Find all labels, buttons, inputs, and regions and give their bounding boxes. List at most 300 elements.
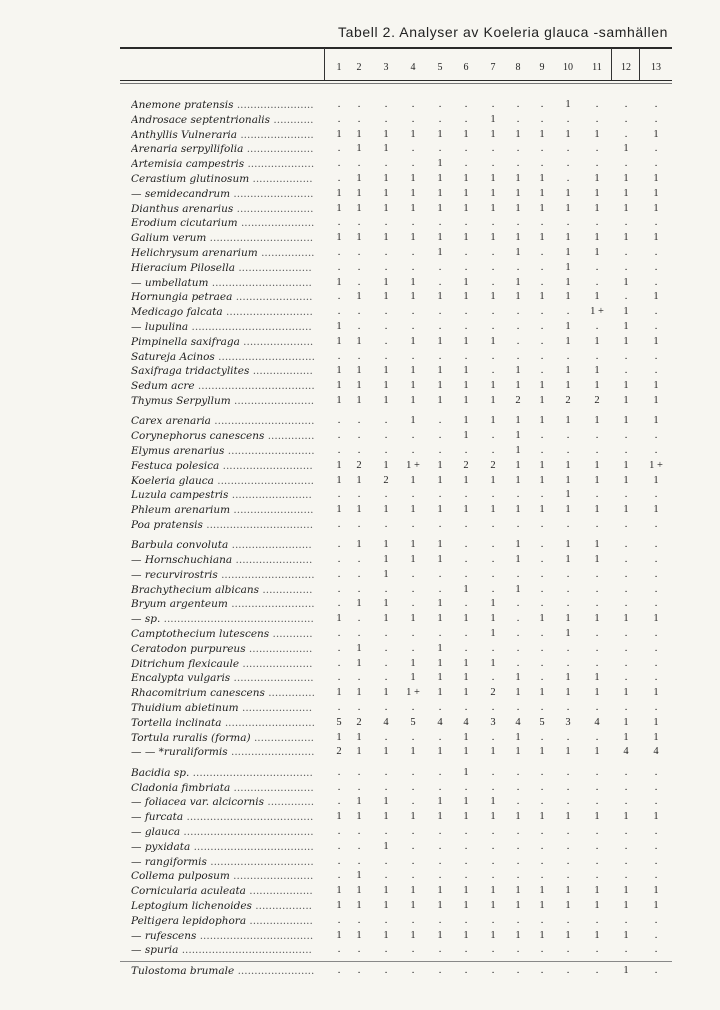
value-cell: . bbox=[384, 261, 388, 273]
value-cell: . bbox=[654, 796, 658, 808]
value-cell: 1 bbox=[410, 899, 416, 911]
value-cell: . bbox=[516, 568, 520, 580]
value-cell: 1 bbox=[383, 459, 389, 471]
column-header-7: 7 bbox=[490, 62, 496, 73]
value-cell: . bbox=[411, 964, 415, 976]
value-cell: 1 bbox=[437, 128, 443, 140]
value-cell: . bbox=[491, 781, 495, 793]
value-cell: . bbox=[654, 702, 658, 713]
value-cell: 1 bbox=[437, 173, 443, 184]
species-cell bbox=[131, 379, 319, 393]
value-cell: . bbox=[540, 598, 544, 610]
value-cell: . bbox=[491, 568, 495, 580]
value-cell: . bbox=[464, 261, 468, 273]
value-cell: . bbox=[438, 702, 442, 713]
value-cell: . bbox=[654, 855, 658, 867]
value-cell: 4 bbox=[383, 716, 389, 728]
value-cell: . bbox=[438, 855, 442, 867]
value-cell: . bbox=[491, 766, 495, 778]
value-cell: 1 bbox=[539, 173, 545, 184]
value-cell: 1 bbox=[356, 539, 362, 551]
value-cell: . bbox=[491, 554, 495, 565]
value-cell: . bbox=[654, 598, 658, 610]
value-cell: . bbox=[516, 766, 520, 778]
value-cell: 1 bbox=[336, 885, 342, 897]
value-cell: 1 bbox=[336, 321, 342, 332]
value-cell: . bbox=[337, 518, 341, 530]
value-cell: . bbox=[411, 583, 415, 595]
value-cell: 1 bbox=[437, 613, 443, 625]
value-cell: . bbox=[337, 291, 341, 303]
value-cell: . bbox=[540, 321, 544, 332]
value-cell: . bbox=[540, 306, 544, 318]
value-cell: . bbox=[384, 335, 388, 347]
value-cell: . bbox=[566, 702, 570, 713]
species-cell bbox=[131, 444, 319, 458]
value-cell: 1 bbox=[594, 128, 600, 140]
value-cell: . bbox=[337, 261, 341, 273]
value-cell: 1 bbox=[565, 128, 571, 140]
leader-dots: ...................... bbox=[236, 128, 314, 141]
value-cell: . bbox=[540, 840, 544, 852]
value-cell: . bbox=[595, 99, 599, 110]
value-cell: . bbox=[357, 825, 361, 837]
value-cell: . bbox=[464, 781, 468, 793]
value-cell: . bbox=[624, 261, 628, 273]
value-cell: 1 bbox=[463, 187, 469, 199]
value-cell: . bbox=[357, 914, 361, 926]
species-name: Anemone pratensis bbox=[131, 99, 234, 111]
species-name: — pyxidata bbox=[131, 840, 191, 853]
value-cell: . bbox=[411, 444, 415, 456]
value-cell: . bbox=[464, 539, 468, 551]
value-cell: . bbox=[654, 657, 658, 669]
value-cell: 1 bbox=[410, 276, 416, 288]
species-cell bbox=[131, 350, 319, 364]
value-cell: 1 bbox=[565, 746, 571, 758]
value-cell: . bbox=[516, 944, 520, 956]
species-name: — rangiformis bbox=[131, 855, 207, 868]
column-separator bbox=[639, 48, 640, 80]
leader-dots: ............................... bbox=[206, 855, 314, 868]
value-cell: . bbox=[384, 766, 388, 778]
species-name: — recurvirostris bbox=[131, 568, 218, 581]
value-cell: 1 bbox=[490, 173, 496, 184]
value-cell: . bbox=[516, 261, 520, 273]
leader-dots: ..................... bbox=[238, 702, 313, 714]
value-cell: . bbox=[540, 335, 544, 347]
value-cell: 1 + bbox=[590, 306, 604, 318]
value-cell: 1 bbox=[515, 672, 521, 684]
value-cell: . bbox=[384, 444, 388, 456]
value-cell: . bbox=[357, 158, 361, 170]
value-cell: 1 bbox=[336, 365, 342, 377]
species-name: Brachythecium albicans bbox=[131, 583, 260, 596]
value-cell: . bbox=[337, 796, 341, 808]
value-cell: 2 bbox=[336, 746, 342, 758]
value-cell: 1 bbox=[410, 539, 416, 551]
value-cell: . bbox=[438, 306, 442, 318]
value-cell: . bbox=[438, 781, 442, 793]
value-cell: . bbox=[491, 276, 495, 288]
value-cell: 1 bbox=[515, 899, 521, 911]
value-cell: . bbox=[464, 964, 468, 976]
value-cell: 1 bbox=[463, 899, 469, 911]
value-cell: 1 bbox=[539, 474, 545, 486]
value-cell: 1 bbox=[515, 459, 521, 471]
species-cell bbox=[131, 612, 319, 626]
species-name: Arenaria serpyllifolia bbox=[131, 143, 244, 156]
value-cell: 1 bbox=[515, 173, 521, 184]
value-cell: 1 bbox=[515, 929, 521, 941]
value-cell: 1 bbox=[623, 474, 629, 486]
value-cell: 1 bbox=[336, 504, 342, 516]
value-cell: . bbox=[438, 870, 442, 882]
value-cell: 1 bbox=[653, 395, 659, 406]
species-cell bbox=[131, 686, 319, 700]
value-cell: 5 bbox=[410, 716, 416, 728]
value-cell: 2 bbox=[356, 459, 362, 471]
value-cell: 1 bbox=[490, 202, 496, 214]
species-name: Dianthus arenarius bbox=[131, 202, 234, 215]
value-cell: . bbox=[516, 870, 520, 882]
value-cell: . bbox=[654, 554, 658, 565]
value-cell: . bbox=[595, 568, 599, 580]
species-cell bbox=[131, 474, 319, 488]
species-name: Thuidium abietinum bbox=[131, 702, 239, 714]
species-cell bbox=[131, 553, 319, 567]
leader-dots: .............................. bbox=[210, 415, 315, 428]
value-cell: 1 bbox=[383, 568, 389, 580]
value-cell: . bbox=[566, 964, 570, 976]
value-cell: . bbox=[654, 539, 658, 551]
value-cell: . bbox=[566, 944, 570, 956]
species-name: Koeleria glauca bbox=[131, 474, 214, 487]
value-cell: . bbox=[464, 642, 468, 654]
value-cell: 1 bbox=[539, 128, 545, 140]
species-cell bbox=[131, 261, 319, 275]
value-cell: 5 bbox=[539, 716, 545, 728]
column-header-13: 13 bbox=[651, 62, 661, 73]
value-cell: . bbox=[540, 796, 544, 808]
value-cell: 1 bbox=[515, 291, 521, 303]
value-cell: 1 bbox=[594, 885, 600, 897]
value-cell: . bbox=[540, 539, 544, 551]
column-header-10: 10 bbox=[563, 62, 573, 73]
species-name: Cladonia fimbriata bbox=[131, 781, 231, 794]
value-cell: . bbox=[491, 914, 495, 926]
value-cell: 1 bbox=[623, 321, 629, 332]
value-cell: . bbox=[654, 217, 658, 229]
leader-dots: ................... bbox=[245, 642, 313, 655]
value-cell: . bbox=[411, 796, 415, 808]
value-cell: . bbox=[357, 306, 361, 318]
leader-dots: ........................... bbox=[221, 716, 315, 729]
species-cell bbox=[131, 914, 319, 928]
value-cell: . bbox=[384, 642, 388, 654]
value-cell: 1 bbox=[565, 899, 571, 911]
value-cell: 1 bbox=[539, 187, 545, 199]
species-name: Ceratodon purpureus bbox=[131, 642, 246, 655]
value-cell: . bbox=[624, 944, 628, 956]
value-cell: 1 bbox=[437, 885, 443, 897]
leader-dots: ......................... bbox=[227, 598, 315, 611]
value-cell: . bbox=[337, 583, 341, 595]
value-cell: 1 bbox=[463, 929, 469, 941]
value-cell: . bbox=[337, 781, 341, 793]
value-cell: 1 bbox=[356, 202, 362, 214]
value-cell: . bbox=[357, 321, 361, 332]
value-cell: . bbox=[654, 642, 658, 654]
value-cell: 1 bbox=[490, 113, 496, 125]
species-name: Pimpinella saxifraga bbox=[131, 335, 240, 348]
value-cell: . bbox=[566, 444, 570, 456]
value-cell: . bbox=[516, 518, 520, 530]
value-cell: 1 bbox=[490, 504, 496, 516]
value-cell: . bbox=[624, 365, 628, 377]
value-cell: . bbox=[438, 489, 442, 501]
value-cell: . bbox=[337, 247, 341, 258]
value-cell: . bbox=[337, 415, 341, 427]
species-name: Camptothecium lutescens bbox=[131, 628, 270, 640]
leader-dots: ........................... bbox=[219, 459, 313, 472]
value-cell: 1 bbox=[383, 811, 389, 823]
value-cell: . bbox=[516, 702, 520, 713]
value-cell: 1 bbox=[463, 504, 469, 516]
value-cell: 1 bbox=[623, 716, 629, 728]
value-cell: . bbox=[337, 554, 341, 565]
value-cell: . bbox=[595, 964, 599, 976]
value-cell: 2 bbox=[383, 474, 389, 486]
value-cell: 1 bbox=[356, 143, 362, 155]
value-cell: 1 bbox=[623, 395, 629, 406]
value-cell: 1 bbox=[410, 746, 416, 758]
value-cell: . bbox=[595, 628, 599, 639]
table-title: Tabell 2. Analyser av Koeleria glauca -samhällen bbox=[338, 24, 668, 40]
value-cell: . bbox=[384, 914, 388, 926]
value-cell: . bbox=[624, 217, 628, 229]
value-cell: . bbox=[595, 840, 599, 852]
value-cell: . bbox=[357, 444, 361, 456]
value-cell: 1 bbox=[463, 746, 469, 758]
value-cell: 1 bbox=[539, 746, 545, 758]
value-cell: . bbox=[566, 781, 570, 793]
value-cell: . bbox=[464, 518, 468, 530]
species-name: Bryum argenteum bbox=[131, 598, 228, 611]
value-cell: 1 bbox=[336, 380, 342, 392]
value-cell: . bbox=[464, 840, 468, 852]
species-name: — rufescens bbox=[131, 929, 197, 942]
value-cell: 1 bbox=[383, 539, 389, 551]
value-cell: . bbox=[624, 870, 628, 882]
value-cell: 1 bbox=[490, 395, 496, 406]
species-name: Androsace septentrionalis bbox=[131, 113, 271, 126]
species-name: Satureja Acinos bbox=[131, 350, 215, 363]
value-cell: 1 bbox=[515, 444, 521, 456]
value-cell: . bbox=[566, 143, 570, 155]
value-cell: 1 bbox=[336, 202, 342, 214]
value-cell: . bbox=[438, 415, 442, 427]
value-cell: 1 bbox=[463, 613, 469, 625]
leader-dots: .................... bbox=[244, 158, 315, 171]
value-cell: 1 bbox=[410, 291, 416, 303]
value-cell: . bbox=[654, 672, 658, 684]
value-cell: . bbox=[411, 261, 415, 273]
value-cell: . bbox=[357, 964, 361, 976]
species-name: Cerastium glutinosum bbox=[131, 173, 250, 185]
value-cell: 1 bbox=[653, 173, 659, 184]
value-cell: . bbox=[464, 306, 468, 318]
value-cell: 1 bbox=[490, 899, 496, 911]
value-cell: . bbox=[654, 350, 658, 362]
value-cell: 1 bbox=[383, 885, 389, 897]
value-cell: 1 bbox=[356, 128, 362, 140]
species-cell bbox=[131, 518, 319, 532]
value-cell: 1 bbox=[565, 365, 571, 377]
value-cell: 1 bbox=[594, 380, 600, 392]
value-cell: . bbox=[595, 914, 599, 926]
value-cell: . bbox=[438, 964, 442, 976]
value-cell: 1 bbox=[410, 504, 416, 516]
value-cell: 1 bbox=[565, 554, 571, 565]
value-cell: . bbox=[624, 128, 628, 140]
value-cell: . bbox=[654, 306, 658, 318]
value-cell: . bbox=[516, 321, 520, 332]
value-cell: . bbox=[654, 247, 658, 258]
value-cell: 1 bbox=[383, 187, 389, 199]
value-cell: 1 bbox=[623, 929, 629, 941]
value-cell: 1 bbox=[463, 202, 469, 214]
species-name: — foliacea var. alcicornis bbox=[131, 796, 265, 809]
value-cell: . bbox=[540, 444, 544, 456]
value-cell: . bbox=[384, 113, 388, 125]
species-cell bbox=[131, 459, 319, 473]
value-cell: 1 bbox=[623, 613, 629, 625]
species-name: Leptogium lichenoides bbox=[131, 899, 252, 912]
value-cell: . bbox=[438, 568, 442, 580]
value-cell: 1 bbox=[594, 672, 600, 684]
value-cell: 1 bbox=[356, 504, 362, 516]
value-cell: . bbox=[491, 583, 495, 595]
species-cell bbox=[131, 766, 319, 780]
leader-dots: ....................................... bbox=[180, 825, 314, 838]
value-cell: 1 bbox=[594, 415, 600, 427]
species-cell bbox=[131, 657, 319, 671]
value-cell: . bbox=[384, 731, 388, 743]
species-name: Ditrichum flexicaule bbox=[131, 657, 240, 670]
value-cell: 1 bbox=[336, 929, 342, 941]
value-cell: . bbox=[566, 840, 570, 852]
value-cell: . bbox=[411, 944, 415, 956]
leader-dots: ........................ bbox=[230, 187, 314, 200]
value-cell: 1 bbox=[463, 766, 469, 778]
value-cell: 1 bbox=[410, 128, 416, 140]
value-cell: 2 bbox=[565, 395, 571, 406]
value-cell: . bbox=[337, 628, 341, 639]
value-cell: 1 bbox=[515, 474, 521, 486]
value-cell: . bbox=[540, 99, 544, 110]
value-cell: . bbox=[438, 113, 442, 125]
value-cell: 1 bbox=[383, 796, 389, 808]
value-cell: 1 bbox=[336, 276, 342, 288]
leader-dots: .............. bbox=[264, 687, 315, 700]
leader-dots: .................... bbox=[243, 143, 314, 156]
top-rule bbox=[120, 47, 672, 49]
value-cell: . bbox=[624, 158, 628, 170]
value-cell: . bbox=[624, 628, 628, 639]
value-cell: . bbox=[540, 731, 544, 743]
value-cell: . bbox=[438, 261, 442, 273]
value-cell: . bbox=[464, 598, 468, 610]
species-name: Tortula ruralis (forma) bbox=[131, 731, 251, 744]
species-cell bbox=[131, 276, 319, 290]
value-cell: . bbox=[357, 554, 361, 565]
column-header-5: 5 bbox=[437, 62, 443, 73]
species-cell bbox=[131, 627, 319, 641]
value-cell: . bbox=[464, 158, 468, 170]
value-cell: . bbox=[624, 554, 628, 565]
value-cell: 1 bbox=[383, 128, 389, 140]
species-cell bbox=[131, 246, 319, 260]
value-cell: . bbox=[540, 628, 544, 639]
species-cell bbox=[131, 394, 319, 408]
leader-dots: ................... bbox=[245, 885, 313, 898]
value-cell: 1 bbox=[356, 232, 362, 244]
value-cell: 1 bbox=[463, 173, 469, 184]
value-cell: 1 bbox=[490, 415, 496, 427]
value-cell: . bbox=[491, 642, 495, 654]
value-cell: . bbox=[595, 489, 599, 501]
species-cell bbox=[131, 231, 319, 245]
value-cell: . bbox=[491, 261, 495, 273]
value-cell: 1 bbox=[653, 811, 659, 823]
value-cell: 1 bbox=[565, 321, 571, 332]
value-cell: 1 bbox=[653, 232, 659, 244]
column-header-8: 8 bbox=[515, 62, 521, 73]
value-cell: 1 bbox=[410, 554, 416, 565]
value-cell: 1 bbox=[565, 202, 571, 214]
leader-dots: ............ bbox=[270, 113, 314, 126]
species-cell bbox=[131, 642, 319, 656]
value-cell: 1 bbox=[410, 415, 416, 427]
value-cell: 1 bbox=[539, 232, 545, 244]
value-cell: 1 bbox=[356, 687, 362, 699]
value-cell: 1 bbox=[437, 232, 443, 244]
value-cell: . bbox=[540, 781, 544, 793]
value-cell: 1 bbox=[539, 291, 545, 303]
value-cell: 1 bbox=[463, 796, 469, 808]
species-cell bbox=[131, 128, 319, 142]
value-cell: 1 bbox=[463, 276, 469, 288]
leader-dots: .................................... bbox=[190, 840, 314, 853]
value-cell: 1 bbox=[565, 628, 571, 639]
value-cell: 1 bbox=[356, 746, 362, 758]
value-cell: . bbox=[384, 583, 388, 595]
value-cell: . bbox=[624, 914, 628, 926]
species-name: Elymus arenarius bbox=[131, 444, 225, 457]
value-cell: 1 bbox=[515, 232, 521, 244]
value-cell: 1 bbox=[463, 672, 469, 684]
leader-dots: .............. bbox=[264, 796, 315, 809]
value-cell: 1 bbox=[383, 840, 389, 852]
value-cell: 1 bbox=[653, 899, 659, 911]
species-cell bbox=[131, 825, 319, 839]
leader-dots: ....................... bbox=[233, 202, 314, 215]
value-cell: . bbox=[464, 702, 468, 713]
value-cell: . bbox=[491, 825, 495, 837]
value-cell: . bbox=[624, 657, 628, 669]
value-cell: 1 bbox=[653, 128, 659, 140]
